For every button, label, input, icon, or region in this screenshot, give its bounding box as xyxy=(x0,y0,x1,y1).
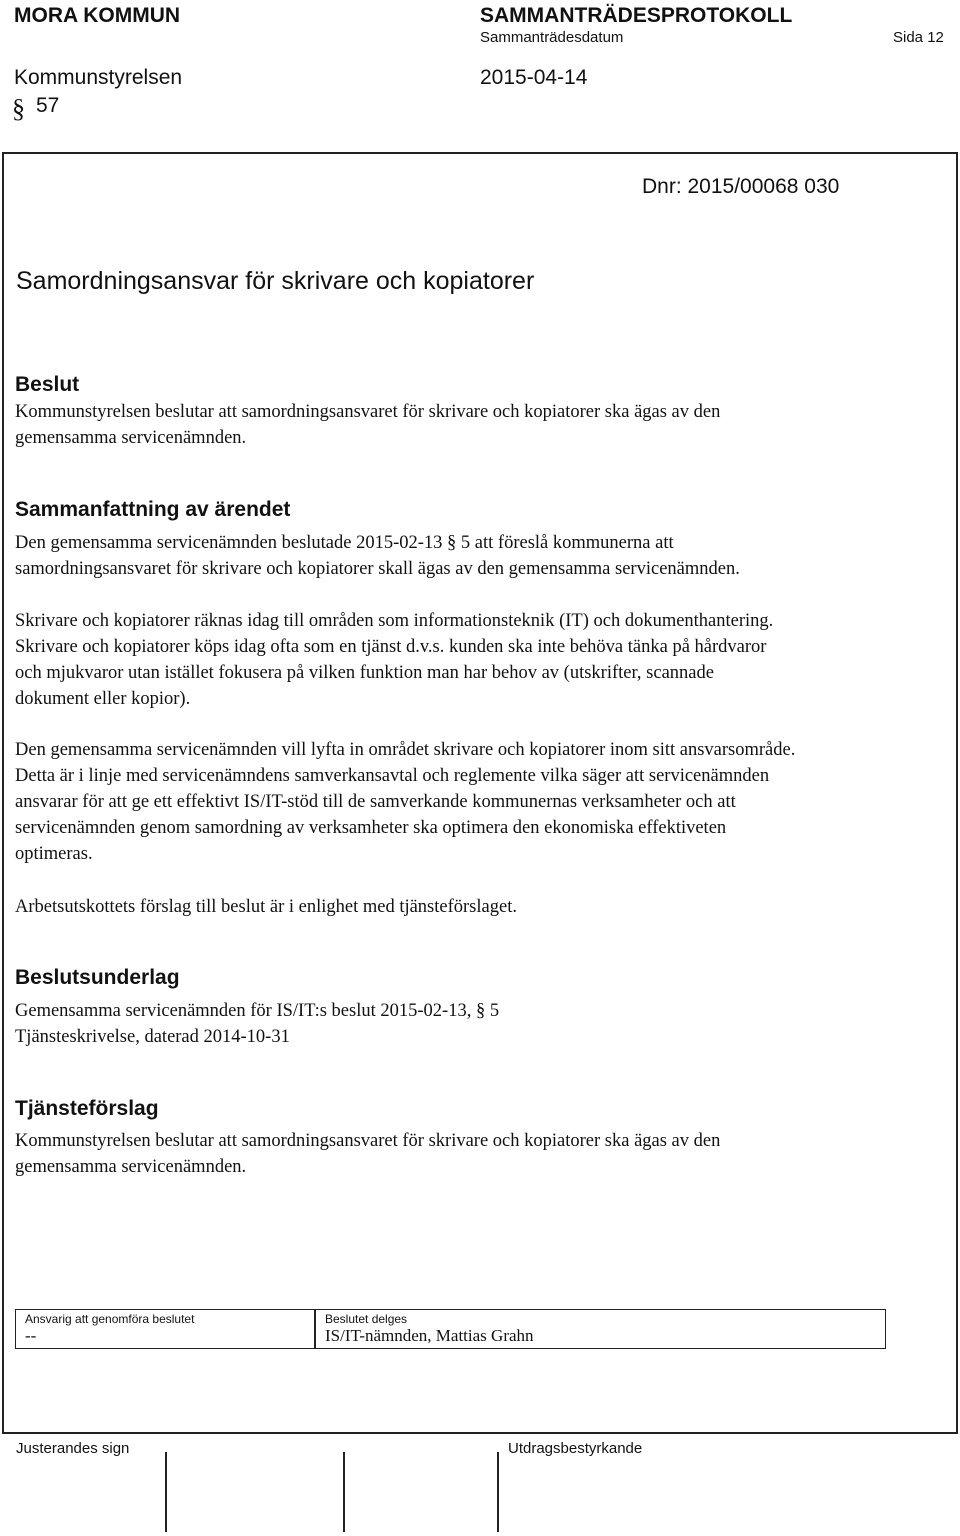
justerandes-sign-label: Justerandes sign xyxy=(16,1440,130,1457)
text-line: Kommunstyrelsen beslutar att samordningsansvaret för skrivare och kopiatorer ska ägas av den xyxy=(15,1131,721,1151)
responsible-value: -- xyxy=(25,1326,37,1345)
sammanfattning-p3 xyxy=(15,737,955,867)
text-line: optimeras. xyxy=(15,844,93,864)
text-line: Den gemensamma servicenämnden beslutade 2015-02-13 § 5 att föreslå kommunerna att xyxy=(15,533,674,553)
meeting-date-label: Sammanträdesdatum xyxy=(480,29,624,46)
frame-bottom-border xyxy=(2,1432,958,1434)
diary-number: Dnr: 2015/00068 030 xyxy=(642,175,840,198)
text-line: ansvarar för att ge ett effektivt IS/IT-stöd till de samverkande kommunernas verksamheter och att xyxy=(15,792,736,812)
text-line: Arbetsutskottets förslag till beslut är i enlighet med tjänsteförslaget. xyxy=(15,897,517,917)
committee-name: Kommunstyrelsen xyxy=(14,66,183,89)
text-line: Den gemensamma servicenämnden vill lyfta in området skrivare och kopiatorer inom sitt ansvarsområde. xyxy=(15,740,796,760)
organization-name: MORA KOMMUN xyxy=(14,4,181,27)
sammanfattning-heading: Sammanfattning av ärendet xyxy=(15,498,291,521)
page-number: Sida 12 xyxy=(893,29,944,46)
text-line: Kommunstyrelsen beslutar att samordningsansvaret för skrivare och kopiatorer ska ägas av den xyxy=(15,402,721,422)
signature-box-divider xyxy=(343,1452,345,1532)
text-line: och mjukvaror utan istället fokusera på vilken funktion man har behov av (utskrifter, scannade xyxy=(15,663,714,683)
frame-right-border xyxy=(956,152,958,1434)
beslutsunderlag-list xyxy=(15,998,955,1050)
signature-box-divider xyxy=(165,1452,167,1532)
text-line: Skrivare och kopiatorer räknas idag till områden som informationsteknik (IT) och dokumenthantering. xyxy=(15,611,774,631)
frame-left-border xyxy=(2,152,4,1434)
document-title: Samordningsansvar för skrivare och kopiatorer xyxy=(16,267,535,295)
sammanfattning-p4 xyxy=(15,894,955,920)
meeting-date: 2015-04-14 xyxy=(480,66,588,89)
tjansteforslag-heading: Tjänsteförslag xyxy=(15,1097,159,1120)
beslut-text xyxy=(15,399,955,451)
tjansteforslag-text xyxy=(15,1128,955,1180)
frame-top-border xyxy=(2,152,958,154)
paragraph-sign: § xyxy=(12,94,25,123)
utdragsbestyrkande-label: Utdragsbestyrkande xyxy=(508,1440,643,1457)
beslut-heading: Beslut xyxy=(15,373,80,396)
list-item: Tjänsteskrivelse, daterad 2014-10-31 xyxy=(15,1027,290,1047)
decision-execution-table xyxy=(15,1309,886,1349)
text-line: samordningsansvaret för skrivare och kopiatorer skall ägas av den gemensamma servicenämnden. xyxy=(15,559,740,579)
sammanfattning-p2 xyxy=(15,608,955,712)
list-item: Gemensamma servicenämnden för IS/IT:s beslut 2015-02-13, § 5 xyxy=(15,1001,500,1021)
sammanfattning-p1 xyxy=(15,530,955,582)
text-line: gemensamma servicenämnden. xyxy=(15,1157,247,1177)
text-line: servicenämnden genom samordning av verksamheter ska optimera den ekonomiska effektiveten xyxy=(15,818,727,838)
text-line: gemensamma servicenämnden. xyxy=(15,428,247,448)
signature-box-divider xyxy=(497,1452,499,1532)
distributed-label: Beslutet delges xyxy=(325,1312,408,1326)
beslutsunderlag-heading: Beslutsunderlag xyxy=(15,966,180,989)
distributed-value: IS/IT-nämnden, Mattias Grahn xyxy=(325,1326,534,1345)
text-line: Detta är i linje med servicenämndens samverkansavtal och reglemente vilka säger att servicenämnden xyxy=(15,766,770,786)
responsible-label: Ansvarig att genomföra beslutet xyxy=(25,1312,195,1326)
paragraph-number: 57 xyxy=(36,94,60,117)
table-divider xyxy=(314,1310,316,1348)
document-type: SAMMANTRÄDESPROTOKOLL xyxy=(480,4,793,27)
text-line: Skrivare och kopiatorer köps idag ofta som en tjänst d.v.s. kunden ska inte behöva tänka på hårdvaror xyxy=(15,637,767,657)
text-line: dokument eller kopior). xyxy=(15,689,191,709)
